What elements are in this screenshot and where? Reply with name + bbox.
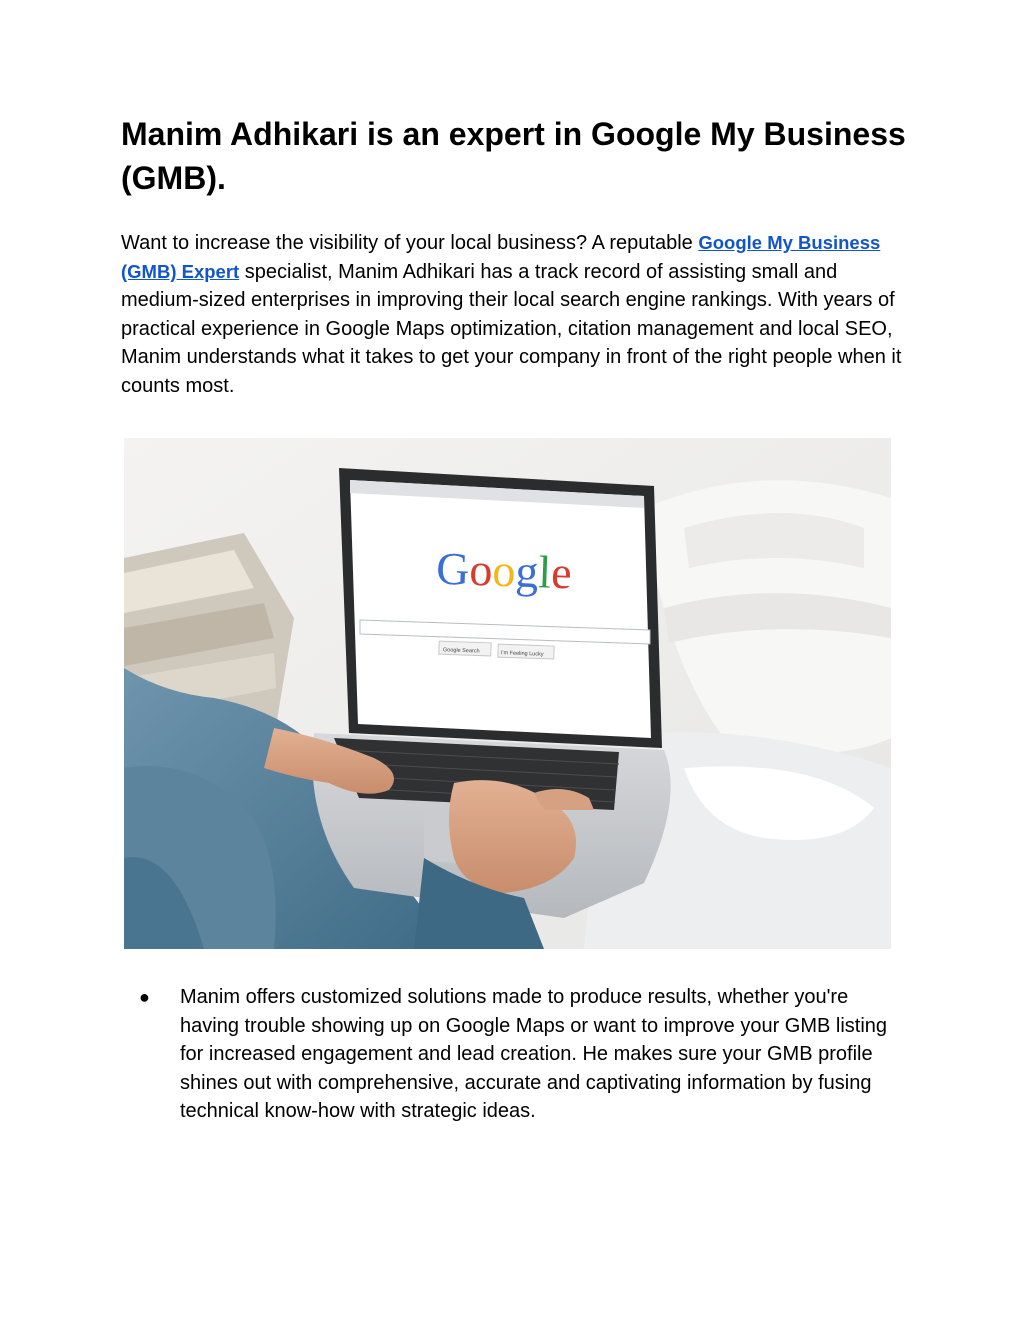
google-logo-letter: l [537,546,553,598]
laptop-google-photo [124,438,891,949]
feeling-lucky-button: I'm Feeling Lucky [500,650,544,658]
benefits-list [121,983,911,1126]
gmb-expert-link[interactable]: Google My Business (GMB) Expert [121,232,881,282]
google-search-button: Google Search [442,647,480,655]
list-item [121,983,911,1126]
google-logo-letter: G [435,542,471,595]
google-logo-letter: g [514,545,540,598]
intro-paragraph [121,229,911,401]
bullet-icon: ● [139,987,150,1007]
google-logo-letter: e [550,546,573,599]
page-title: Manim Adhikari is an expert in Google My Business (GMB). [121,116,906,196]
google-logo-letter: o [491,544,517,597]
google-logo-letter: o [468,543,494,596]
intro-text-end: specialist, Manim Adhikari has a track record of assisting small and medium-sized enterprises in improving their local search engine rankings. With years of practical experience in Google Maps optimization, citation management and local SEO, Manim understands what it takes to get your company in front of the right people when it counts most. [121,260,902,397]
svg-text:Google [435,543,572,599]
intro-text-start: Want to increase the visibility of your local business? A reputable [121,232,699,254]
list-item-text: Manim offers customized solutions made to produce results, whether you're having trouble showing up on Google Maps or want to improve your GMB listing for increased engagement and lead creation. He makes sure your GMB profile shines out with comprehensive, accurate and captivating information by fusing technical know-how with strategic ideas. [180,986,888,1123]
